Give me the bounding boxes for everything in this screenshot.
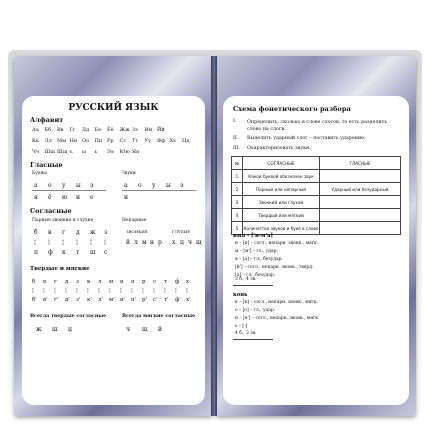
analysis-line: и – [и] – согл., непарн. звонк., мягк. bbox=[235, 241, 319, 246]
consonant-letter: ц bbox=[68, 326, 72, 333]
pair-link: ¦ bbox=[54, 288, 56, 294]
vowel-letter: о bbox=[48, 182, 52, 189]
hard-row bbox=[32, 279, 197, 285]
table-cell: 1 bbox=[232, 170, 243, 183]
consonant-letter: щ bbox=[142, 326, 148, 333]
vowel-sound: о bbox=[138, 182, 142, 189]
consonant-letter: в bbox=[48, 229, 52, 236]
pair-link: ¦ bbox=[76, 239, 79, 246]
hard-consonant: г bbox=[54, 279, 57, 285]
vowel-sounds-row bbox=[124, 182, 194, 189]
hard-consonant: к bbox=[87, 279, 91, 285]
table-cell: Ударный или безударный bbox=[320, 183, 401, 196]
soft-consonant: н' bbox=[120, 297, 126, 303]
consonant-letter: щ bbox=[196, 239, 202, 246]
hard-consonant: л bbox=[98, 279, 102, 285]
pair-link: ¦ bbox=[87, 288, 89, 294]
paired-label: Парные звонкие и глухие bbox=[32, 218, 94, 223]
consonant-letter: ш bbox=[52, 326, 58, 333]
table-cell bbox=[320, 209, 401, 222]
pair-link: ¦ bbox=[109, 288, 111, 294]
soft-consonant: б' bbox=[32, 297, 37, 303]
alphabet-letter: Оо bbox=[82, 138, 90, 144]
analysis-line: о – [о] – гл., удар. bbox=[235, 308, 276, 313]
paired-link-row bbox=[34, 239, 118, 246]
soft-consonant: к' bbox=[87, 297, 92, 303]
soft-consonant: р' bbox=[142, 297, 148, 303]
alphabet-letter: Шш bbox=[44, 149, 55, 155]
step-num: III. bbox=[233, 146, 241, 151]
unpaired-label: Непарные bbox=[122, 218, 147, 223]
vowel-letter: а bbox=[34, 182, 38, 189]
soft-consonant: г' bbox=[54, 297, 59, 303]
consonant-letter: ж bbox=[36, 326, 42, 333]
consonant-letter: г bbox=[62, 229, 66, 236]
pair-link: ¦ bbox=[48, 239, 51, 246]
hard-consonant: ф bbox=[175, 279, 180, 285]
hard-consonant: з bbox=[76, 279, 79, 285]
consonant-letter: п bbox=[34, 249, 38, 256]
table-header-row bbox=[232, 157, 401, 170]
consonant-letter: л bbox=[134, 239, 138, 246]
always-soft-row bbox=[126, 326, 174, 333]
vowel-sounds-row bbox=[124, 194, 138, 201]
alphabet-row bbox=[32, 149, 145, 155]
alphabet-heading: Алфавит bbox=[30, 116, 64, 124]
pair-link: ¦ bbox=[98, 288, 100, 294]
consonant-letter: й bbox=[158, 326, 162, 333]
pair-link: ¦ bbox=[34, 239, 37, 246]
consonant-letter: б bbox=[34, 229, 38, 236]
hard-consonant: т bbox=[164, 279, 168, 285]
alphabet-letter: Ии bbox=[144, 127, 153, 133]
table-cell bbox=[320, 170, 401, 183]
paired-voiced-row bbox=[34, 229, 118, 236]
table-header-cell: № bbox=[232, 157, 243, 170]
consonant-letter: ж bbox=[90, 229, 96, 236]
underline bbox=[233, 285, 273, 286]
alphabet-letter: ъ bbox=[69, 149, 73, 155]
voiced-label: ЗВОНКИЕ bbox=[126, 229, 148, 234]
soft-consonant: ф' bbox=[175, 297, 181, 303]
pair-link: ¦ bbox=[186, 288, 188, 294]
consonant-letter: й bbox=[126, 239, 130, 246]
pair-link: ¦ bbox=[32, 288, 34, 294]
analysis-line: [й'] – согл., непарн. звонк., тверд. bbox=[235, 265, 314, 270]
always-soft-heading: Всегда мягкие согласные bbox=[122, 313, 196, 319]
table-cell: 5 bbox=[232, 222, 243, 235]
alphabet-letter: Зз bbox=[132, 127, 138, 133]
table-header-cell: СОГЛАСНЫЕ bbox=[243, 157, 320, 170]
page-title: РУССКИЙ ЯЗЫК bbox=[68, 103, 159, 113]
table-cell: Твердый или мягкий bbox=[243, 209, 320, 222]
alphabet-letter: Ее bbox=[94, 127, 102, 133]
pair-link: ¦ bbox=[76, 288, 78, 294]
pair-link: ¦ bbox=[153, 288, 155, 294]
example-word: конь bbox=[233, 292, 248, 298]
alphabet-letter: Яя bbox=[132, 149, 140, 155]
soft-consonant: т' bbox=[164, 297, 169, 303]
always-hard-row bbox=[36, 326, 84, 333]
consonant-letter: з bbox=[104, 229, 108, 236]
soft-consonant: в' bbox=[43, 297, 48, 303]
alphabet-letter: Пп bbox=[94, 138, 103, 144]
vowel-letter: у bbox=[62, 182, 66, 189]
table-cell: Звонкий или глухой bbox=[243, 196, 320, 209]
table-row bbox=[232, 196, 401, 209]
alphabet-letter: Нн bbox=[69, 138, 78, 144]
alphabet-letter: Вв bbox=[57, 127, 64, 133]
analysis-line: м – [м'] – гл., удар. bbox=[235, 249, 278, 254]
step-text: Выделить ударный слог – поставить ударение. bbox=[247, 136, 366, 141]
vowel-sound: и bbox=[124, 194, 128, 201]
underline bbox=[233, 339, 273, 340]
alphabet-letter: Рр bbox=[107, 138, 114, 144]
step-text: Определить, сколько в слове слогов, то есть разделить слово на слоги. bbox=[247, 120, 387, 132]
hard-soft-link-row bbox=[32, 288, 197, 294]
analysis-line: н – [н'] – согл., непарн. звонк., мягк. bbox=[235, 316, 320, 321]
alphabet-letter: Ёё bbox=[107, 127, 114, 133]
soft-row bbox=[32, 297, 197, 303]
table-cell: Количество звуков и букв в слове bbox=[243, 222, 320, 235]
consonant-letter: м bbox=[142, 239, 147, 246]
consonant-letter: ч bbox=[188, 239, 192, 246]
step-num: II. bbox=[233, 136, 239, 141]
hard-consonant: в bbox=[43, 279, 47, 285]
vowel-sound: у bbox=[152, 182, 156, 189]
alphabet-letter: Сс bbox=[119, 138, 127, 144]
voiceless-label: ГЛУХИЕ bbox=[172, 229, 191, 234]
hard-consonant: м bbox=[109, 279, 114, 285]
vowel-letters-row bbox=[34, 194, 104, 201]
unpaired-voiced-row bbox=[126, 239, 166, 246]
alphabet-letter: Кк bbox=[32, 138, 39, 144]
consonant-letter: с bbox=[104, 249, 108, 256]
hard-consonant: н bbox=[120, 279, 124, 285]
alphabet-letter: Жж bbox=[119, 127, 130, 133]
table-header-cell: ГЛАСНЫЕ bbox=[320, 157, 401, 170]
table-cell: 2 bbox=[232, 183, 243, 196]
letters-label: Буквы bbox=[32, 171, 47, 176]
vowel-letter: ю bbox=[62, 194, 68, 201]
vowel-letter: е bbox=[90, 194, 94, 201]
alphabet-letter: Бб bbox=[44, 127, 52, 133]
alphabet-letter: Тт bbox=[132, 138, 139, 144]
paired-voiceless-row bbox=[34, 249, 118, 256]
analysis-line: я – [а] – гл., безудар. bbox=[235, 257, 283, 262]
soft-consonant: д' bbox=[65, 297, 70, 303]
soft-consonant: м' bbox=[109, 297, 115, 303]
pair-link: ¦ bbox=[175, 288, 177, 294]
alphabet-letter: Йй bbox=[157, 127, 165, 133]
example-count: 4 б., 3 зв. bbox=[235, 331, 257, 336]
alphabet-letter: Чч bbox=[32, 149, 40, 155]
alphabet-letter: Хх bbox=[169, 138, 176, 144]
vowel-sound: а bbox=[124, 182, 128, 189]
soft-consonant: л' bbox=[98, 297, 104, 303]
consonant-letter: к bbox=[62, 249, 66, 256]
pair-link: ¦ bbox=[104, 239, 107, 246]
table-cell: 4 bbox=[232, 209, 243, 222]
vowel-letter: э bbox=[90, 182, 94, 189]
alphabet-letter: Фф bbox=[157, 138, 166, 144]
soft-consonant: х' bbox=[186, 297, 191, 303]
always-hard-heading: Всегда твердые согласные bbox=[30, 313, 107, 319]
example-word: имя - ['и-м'а] bbox=[233, 233, 273, 239]
soft-consonant: з' bbox=[76, 297, 81, 303]
pair-link: ¦ bbox=[142, 288, 144, 294]
hard-soft-heading: Твердые и мягкие bbox=[30, 266, 90, 272]
table-cell: Парный или непарный bbox=[243, 183, 320, 196]
consonant-letter: д bbox=[76, 229, 80, 236]
table-row bbox=[232, 209, 401, 222]
vowel-letter: я bbox=[34, 194, 38, 201]
vowel-sound: э bbox=[180, 182, 184, 189]
pair-link: ¦ bbox=[131, 288, 133, 294]
soft-consonant: с' bbox=[153, 297, 158, 303]
soft-consonant: п' bbox=[131, 297, 137, 303]
pair-link: ¦ bbox=[43, 288, 45, 294]
hard-consonant: п bbox=[131, 279, 135, 285]
step-text: Охарактеризовать звуки: bbox=[247, 146, 311, 151]
vowel-letters-row bbox=[34, 182, 104, 189]
unpaired-voiceless-row bbox=[172, 239, 204, 246]
alphabet-letter: Аа bbox=[32, 127, 39, 133]
hard-consonant: х bbox=[186, 279, 190, 285]
analysis-line: [а] – гл., безудар. bbox=[235, 273, 276, 278]
example-count: 3 б., 4 зв. bbox=[235, 277, 257, 282]
hard-consonant: с bbox=[153, 279, 157, 285]
alphabet-letter: Цц bbox=[182, 138, 190, 144]
table-cell bbox=[320, 196, 401, 209]
consonants-heading: Согласные bbox=[30, 207, 72, 215]
step-num: I. bbox=[233, 119, 237, 124]
divider bbox=[32, 190, 106, 191]
vowel-letter: ы bbox=[76, 182, 81, 189]
alphabet-letter: ь bbox=[94, 149, 98, 155]
hard-consonant: р bbox=[142, 279, 146, 285]
vowel-letter: ё bbox=[48, 194, 52, 201]
consonant-letter: н bbox=[150, 239, 154, 246]
consonant-letter: ф bbox=[48, 249, 53, 256]
vowel-sound: ы bbox=[166, 182, 171, 189]
vowels-heading: Гласные bbox=[30, 161, 63, 169]
consonant-letter: ш bbox=[90, 249, 96, 256]
left-page bbox=[22, 96, 205, 405]
alphabet-letter: Дд bbox=[82, 127, 90, 133]
consonant-letter: ч bbox=[126, 326, 130, 333]
hard-consonant: б bbox=[32, 279, 36, 285]
table-row bbox=[232, 183, 401, 196]
consonant-letter: ц bbox=[180, 239, 184, 246]
alphabet-letter: Уу bbox=[144, 138, 152, 144]
alphabet-letter: Ээ bbox=[107, 149, 114, 155]
consonant-letter: т bbox=[76, 249, 80, 256]
alphabet-letter: Гг bbox=[69, 127, 76, 133]
pair-link: ¦ bbox=[90, 239, 93, 246]
table-cell: Какой буквой обозначен звук bbox=[243, 170, 320, 183]
alphabet-letter: Лл bbox=[44, 138, 52, 144]
consonant-letter: х bbox=[172, 239, 176, 246]
analysis-line: ь – [-] bbox=[235, 324, 248, 329]
divider bbox=[122, 190, 196, 191]
alphabet-letter: Юю bbox=[119, 149, 130, 155]
pair-link: ¦ bbox=[120, 288, 122, 294]
analysis-line: к – [к] – согл., непарн. звонк., мягк. bbox=[235, 300, 318, 305]
pair-link: ¦ bbox=[65, 288, 67, 294]
consonant-letter: р bbox=[158, 239, 162, 246]
alphabet-letter: Щщ bbox=[57, 149, 68, 155]
alphabet-letter: Мм bbox=[57, 138, 67, 144]
hard-consonant: д bbox=[65, 279, 69, 285]
table-cell bbox=[320, 222, 401, 235]
alphabet-row bbox=[32, 138, 195, 144]
alphabet-row bbox=[32, 127, 170, 133]
alphabet-letter: ы bbox=[82, 149, 86, 155]
pair-link: ¦ bbox=[164, 288, 166, 294]
table-cell: 3 bbox=[232, 196, 243, 209]
right-page bbox=[223, 96, 409, 405]
table-row bbox=[232, 170, 401, 183]
pair-link: ¦ bbox=[62, 239, 65, 246]
sounds-label: Звуки bbox=[122, 171, 136, 176]
scheme-title: Схема фонетического разбора bbox=[233, 105, 351, 113]
book-spine bbox=[211, 56, 217, 416]
phonetic-table bbox=[231, 156, 401, 235]
vowel-letter: и bbox=[76, 194, 80, 201]
